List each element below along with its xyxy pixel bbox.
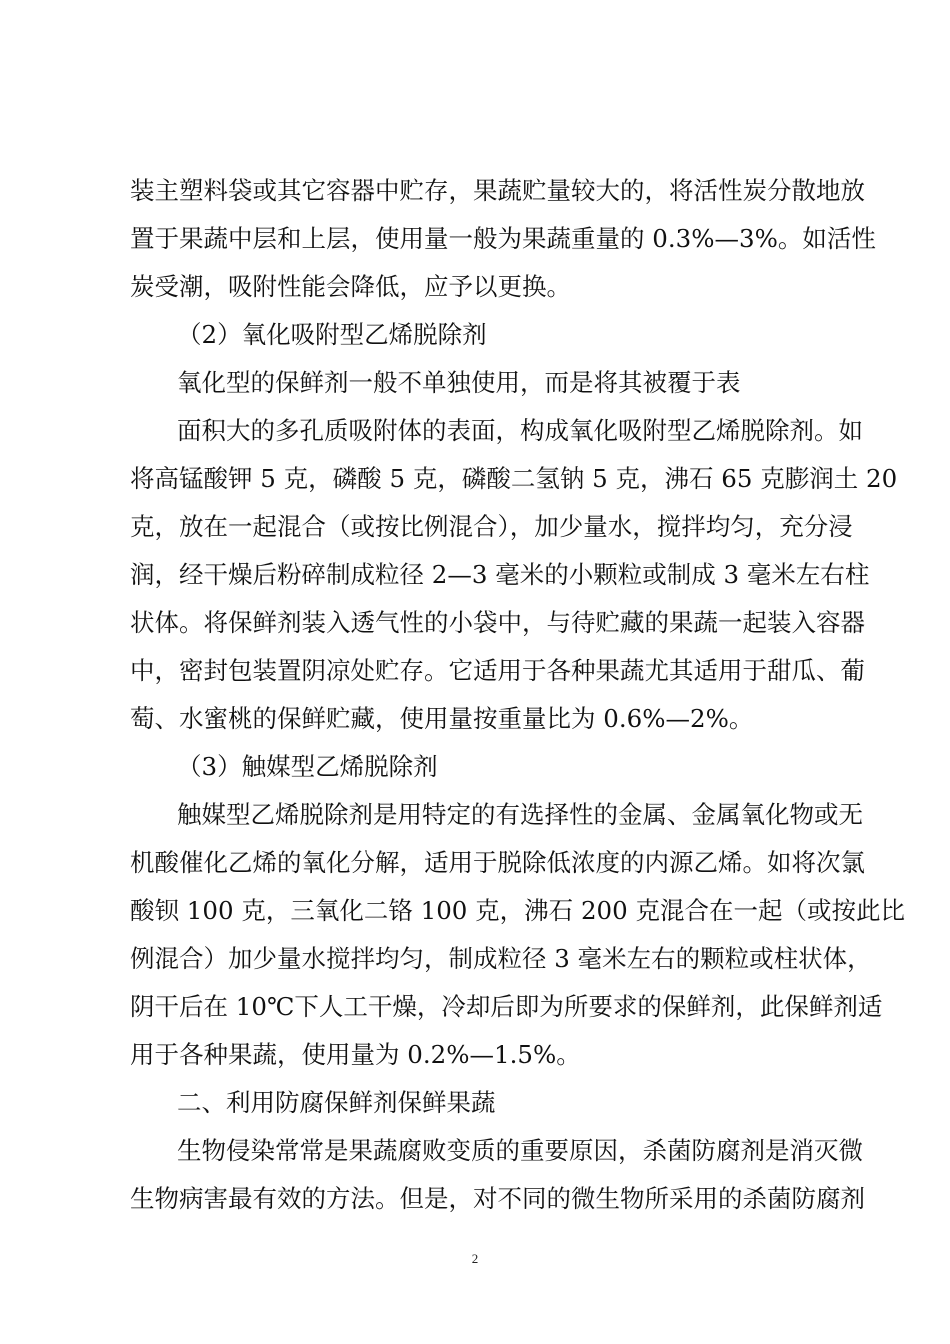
text-line: 润，经干燥后粉碎制成粒径 2—3 毫米的小颗粒或制成 3 毫米左右柱 <box>130 560 870 589</box>
text-line: 氧化型的保鲜剂一般不单独使用，而是将其被覆于表 <box>177 368 741 397</box>
section-heading: 二、利用防腐保鲜剂保鲜果蔬 <box>177 1088 496 1117</box>
text-line: 阴干后在 10℃下人工干燥，冷却后即为所要求的保鲜剂，此保鲜剂适 <box>130 992 883 1021</box>
text-line: 克，放在一起混合（或按比例混合），加少量水，搅拌均匀，充分浸 <box>130 512 853 541</box>
text-line: 例混合）加少量水搅拌均匀，制成粒径 3 毫米左右的颗粒或柱状体， <box>130 944 872 973</box>
text-line: 机酸催化乙烯的氧化分解，适用于脱除低浓度的内源乙烯。如将次氯 <box>130 848 865 877</box>
text-line: 萄、水蜜桃的保鲜贮藏，使用量按重量比为 0.6%—2%。 <box>130 704 754 733</box>
text-line: 置于果蔬中层和上层，使用量一般为果蔬重量的 0.3%—3%。如活性 <box>130 224 876 253</box>
page-number: 2 <box>471 1251 479 1266</box>
text-line: 面积大的多孔质吸附体的表面，构成氧化吸附型乙烯脱除剂。如 <box>177 416 863 445</box>
section-heading: （3）触媒型乙烯脱除剂 <box>177 752 438 781</box>
text-line: 状体。将保鲜剂装入透气性的小袋中，与待贮藏的果蔬一起装入容器 <box>130 608 865 637</box>
text-line: 中，密封包装置阴凉处贮存。它适用于各种果蔬尤其适用于甜瓜、葡 <box>130 656 865 685</box>
text-line: 用于各种果蔬，使用量为 0.2%—1.5%。 <box>130 1040 581 1069</box>
text-line: 生物病害最有效的方法。但是，对不同的微生物所采用的杀菌防腐剂 <box>130 1184 865 1213</box>
text-line: 炭受潮，吸附性能会降低，应予以更换。 <box>130 272 571 301</box>
text-line: 触媒型乙烯脱除剂是用特定的有选择性的金属、金属氧化物或无 <box>177 800 863 829</box>
text-line: 生物侵染常常是果蔬腐败变质的重要原因，杀菌防腐剂是消灭微 <box>177 1136 863 1165</box>
text-line: 将高锰酸钾 5 克，磷酸 5 克，磷酸二氢钠 5 克，沸石 65 克膨润土 20 <box>130 464 898 493</box>
section-heading: （2）氧化吸附型乙烯脱除剂 <box>177 320 487 349</box>
text-line: 酸钡 100 克，三氧化二铬 100 克，沸石 200 克混合在一起（或按此比 <box>130 896 906 925</box>
text-line: 装主塑料袋或其它容器中贮存，果蔬贮量较大的，将活性炭分散地放 <box>130 176 865 205</box>
